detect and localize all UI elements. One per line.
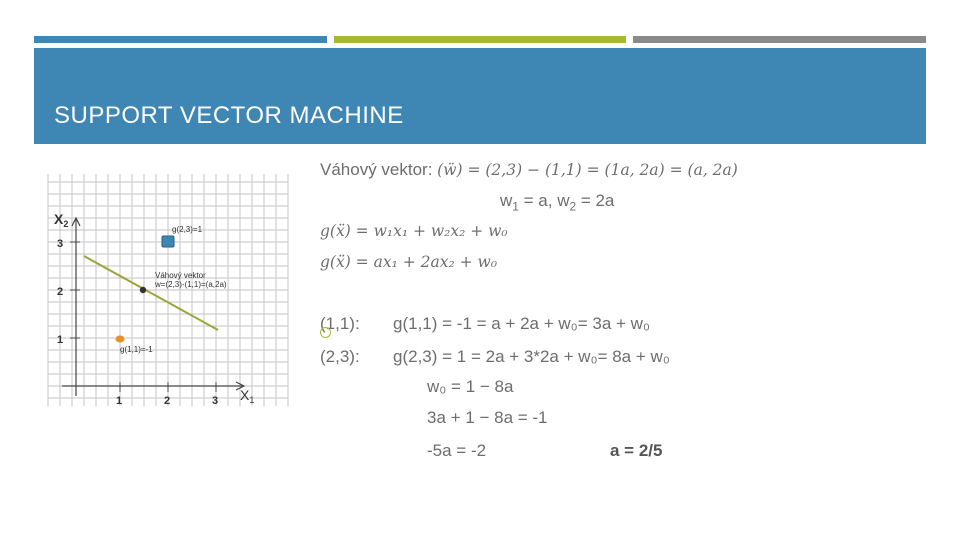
grid-lines <box>48 174 288 406</box>
y-tick-3: 3 <box>57 238 64 250</box>
g-substituted-equation: g(ẍ) = ax₁ + 2ax₂ + w₀ <box>320 253 498 271</box>
title-banner <box>34 48 926 144</box>
positive-point <box>162 236 174 247</box>
w-components-line: $w_1 = a$, $w_2 = 2a$ <box>500 191 615 214</box>
decision-boundary-line <box>84 256 218 330</box>
slide-title: SUPPORT VECTOR MACHINE <box>54 102 404 129</box>
x-tick-1: 1 <box>116 395 123 407</box>
y-tick-2: 2 <box>57 286 64 298</box>
accent-bar-gray <box>633 36 926 43</box>
svm-graph <box>46 172 290 408</box>
point-1-1-label: (1,1): <box>320 314 360 333</box>
y-axis-label: $X_2$ <box>54 211 69 229</box>
y-tick-1: 1 <box>57 334 64 346</box>
point-2-3-label: (2,3): <box>320 347 360 366</box>
bullet-icon <box>320 327 331 338</box>
weight-vector-label: Váhový vektor <box>155 271 206 280</box>
weight-vector-equation: Váhový vektor: (ẅ) = (2,3) − (1,1) = (1a, 2a) = (a, 2a) <box>320 160 738 179</box>
step-simplify: -5a = -2 <box>427 441 487 460</box>
midpoint-dot <box>140 287 146 293</box>
x-axis-label: $X_1$ <box>240 387 255 405</box>
positive-point-label: g(2,3)=1 <box>172 225 203 234</box>
result-a-value: a = 2/5 <box>610 441 663 460</box>
step-w0: w₀ = 1 − 8a <box>427 377 514 396</box>
weight-vector-formula: w=(2,3)-(1,1)=(a,2a) <box>155 280 227 289</box>
x-tick-3: 3 <box>212 395 219 407</box>
point-1-1-equation: g(1,1) = -1 = a + 2a + w₀= 3a + w₀ <box>393 314 650 333</box>
g-definition-equation: g(ẍ) = w₁x₁ + w₂x₂ + w₀ <box>320 222 508 240</box>
point-2-3-equation: g(2,3) = 1 = 2a + 3*2a + w₀= 8a + w₀ <box>393 347 670 366</box>
step-substitute: 3a + 1 − 8a = -1 <box>427 408 548 427</box>
accent-bar-green <box>334 36 626 43</box>
x-tick-2: 2 <box>164 395 171 407</box>
negative-point-label: g(1,1)=-1 <box>120 345 153 354</box>
negative-point <box>116 336 125 343</box>
accent-bar-blue <box>34 36 327 43</box>
